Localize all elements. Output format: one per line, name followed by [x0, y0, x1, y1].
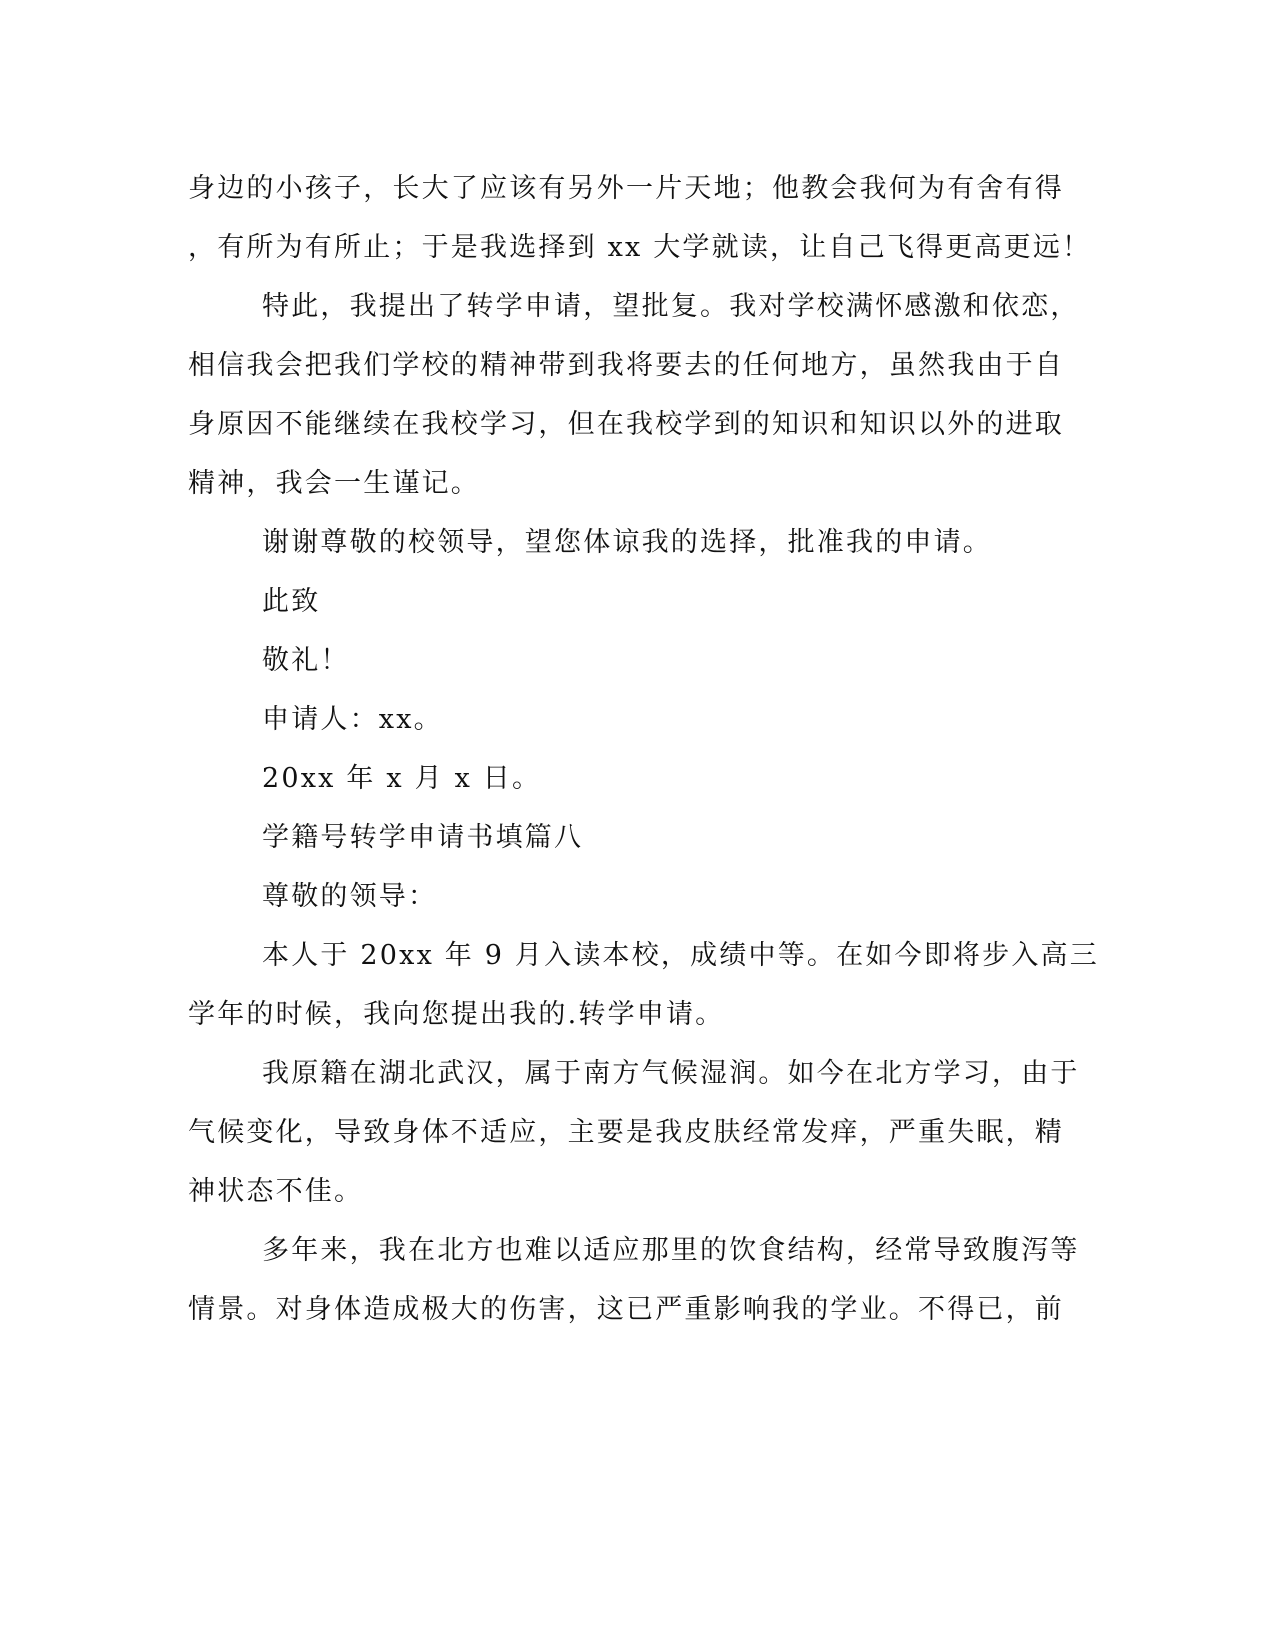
text-line: 情景。对身体造成极大的伤害，这已严重影响我的学业。不得已，前	[188, 1294, 1064, 1325]
text-line: 特此，我提出了转学申请，望批复。我对学校满怀感激和依恋，	[262, 291, 1080, 322]
text-line: 20xx 年 x 月 x 日。	[262, 763, 542, 794]
text-line: 多年来，我在北方也难以适应那里的饮食结构，经常导致腹泻等	[262, 1235, 1080, 1266]
text-line: 学年的时候，我向您提出我的.转学申请。	[188, 999, 725, 1030]
text-line: 我原籍在湖北武汉，属于南方气候湿润。如今在北方学习，由于	[262, 1058, 1080, 1089]
text-line: 气候变化，导致身体不适应，主要是我皮肤经常发痒，严重失眠，精	[188, 1117, 1064, 1148]
text-line: 谢谢尊敬的校领导，望您体谅我的选择，批准我的申请。	[262, 527, 992, 558]
salutation: 尊敬的领导：	[262, 881, 438, 912]
text-line: ，有所为有所止；于是我选择到 xx 大学就读，让自己飞得更高更远！	[188, 232, 1092, 263]
text-line: 申请人：xx。	[262, 704, 443, 735]
text-line: 精神，我会一生谨记。	[188, 468, 480, 499]
section-heading: 学籍号转学申请书填篇八	[262, 822, 584, 853]
text-line: 此致	[262, 586, 321, 617]
text-line: 身原因不能继续在我校学习，但在我校学到的知识和知识以外的进取	[188, 409, 1064, 440]
text-line: 相信我会把我们学校的精神带到我将要去的任何地方，虽然我由于自	[188, 350, 1064, 381]
text-line: 神状态不佳。	[188, 1176, 364, 1207]
text-line: 本人于 20xx 年 9 月入读本校，成绩中等。在如今即将步入高三	[262, 940, 1099, 971]
text-line: 敬礼！	[262, 645, 350, 676]
text-line: 身边的小孩子，长大了应该有另外一片天地；他教会我何为有舍有得	[188, 173, 1064, 204]
